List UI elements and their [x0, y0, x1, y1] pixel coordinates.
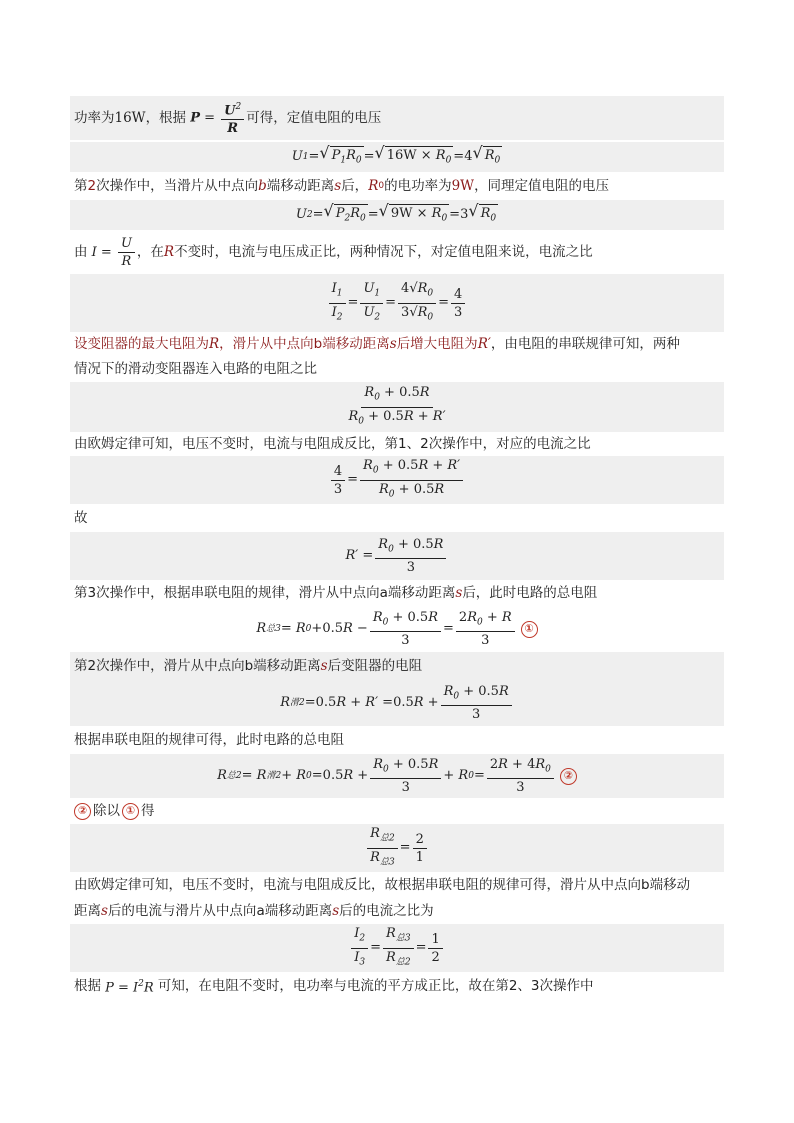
text: 0 — [378, 181, 385, 191]
text-line-17 — [70, 726, 724, 754]
text: ，根据 — [145, 110, 187, 126]
text: 由欧姆定律可知，电压不变时，电流与电阻成反比，故根据串联电阻的规律可得，滑片从中点向 — [74, 877, 641, 893]
text: R′ — [477, 336, 491, 352]
text: 距离 — [74, 903, 101, 919]
equation-u1: U 1 = √ $P_1R_0$ = √ $16W \times R_0$ = 4 √ $R_0$ — [70, 142, 724, 172]
text-line-7 — [70, 332, 724, 382]
circle-two-mark: ② — [560, 768, 577, 785]
text: 次操作中，当滑片从中点向 — [96, 178, 259, 194]
text: 2、3 — [508, 978, 540, 994]
text-line-9 — [70, 432, 724, 456]
equation-resistance-ratio: $\frac{R_0 + 0.5R}{R_0 + 0.5R + R'}$ — [70, 382, 724, 432]
text: 可得，定值电阻的电压 — [246, 110, 382, 126]
text: 后变阻器的电阻 — [327, 658, 423, 674]
equation-total-r2: R 总2 = R 滑2 + R 0 = 0.5 R + $\frac{R_0 + 0.5R}{3}$ + R 0 = $\frac{2R + 4R_0}{3}$ ② — [70, 754, 724, 798]
text: 故 — [74, 510, 88, 526]
text: s — [455, 585, 463, 601]
circle-two-mark: ② — [74, 803, 91, 820]
equation-r-prime: R′ = $\frac{R_0 + 0.5R}{3}$ — [70, 532, 724, 580]
text: 后的电流与滑片从中点向 — [107, 903, 257, 919]
text: 的电功率为 — [384, 178, 452, 194]
text-line-15 — [70, 652, 724, 680]
text: 情况下的滑动变阻器连入电路的电阻之比 — [74, 361, 317, 377]
text: 功率为 — [74, 110, 115, 126]
text: 端移动 — [649, 877, 691, 893]
text-line-23 — [70, 972, 724, 1000]
text: ，滑片从中点向 — [219, 336, 314, 352]
text-line-21 — [70, 872, 724, 924]
text: 次操作中，对应的电流之比 — [428, 436, 591, 452]
text: 2 — [87, 658, 97, 674]
text: 1、2 — [398, 436, 429, 452]
text: b — [641, 877, 650, 893]
text: 后的电流之比为 — [339, 903, 434, 919]
text: s — [332, 903, 340, 919]
equation-total-r3: R 总3 = R 0 + 0.5 R − $\frac{R_0 + 0.5R}{3}$ = $\frac{2R_0 + R}{3}$ ① — [70, 606, 724, 652]
text: 第 — [74, 585, 88, 601]
text: 后， — [341, 178, 369, 194]
text: 次操作中，滑片从中点向 — [96, 658, 245, 674]
equation-current-ratio: $\frac{I_1}{I_2}$ = $\frac{U_1}{U_2}$ = $\frac{4√R_0}{3√R_0}$ = $\frac{4}{3}$ — [70, 274, 724, 332]
text-line-1 — [70, 96, 724, 140]
text: 端移动距离 — [253, 658, 321, 674]
equation-u2: U 2 = √ $P_2R_0$ = √ $9W \times R_0$ = 3 √ $R_0$ — [70, 200, 724, 230]
text: a — [256, 903, 265, 919]
text: b — [258, 178, 267, 194]
equation-slider-r2: R 滑2 = 0.5 R + R′ = 0.5 R + $\frac{R_0 + 0.5R}{3}$ — [70, 680, 724, 726]
text: 端移动距离 — [266, 178, 335, 194]
text: 可知，在电阻不变时，电功率与电流的平方成正比，故在第 — [157, 978, 509, 994]
text-line-11 — [70, 504, 724, 532]
text: 根据 — [74, 978, 101, 994]
text: ，同理定值电阻的电压 — [474, 178, 610, 194]
text: R — [163, 244, 175, 260]
text: 得 — [141, 803, 155, 819]
text: b — [244, 658, 254, 674]
text: 根据串联电阻的规律可得，此时电路的总电阻 — [74, 732, 344, 748]
circle-one-mark: ① — [521, 621, 538, 638]
text: ，在 — [136, 244, 164, 260]
text-line-5 — [70, 230, 724, 274]
text: 端移动距离 — [387, 585, 456, 601]
text: 由 — [74, 244, 88, 260]
text-line-19 — [70, 798, 724, 824]
text: 第 — [74, 658, 88, 674]
equation-ratio-two: $\frac{R_{总2}}{R_{总3}}$ = $\frac{2}{1}$ — [70, 824, 724, 872]
text: 2 — [87, 178, 97, 194]
text: 9W — [451, 178, 475, 194]
text: 后增大电阻为 — [396, 336, 478, 352]
text: 端移动距离 — [322, 336, 390, 352]
formula-power: P = $\frac{U^2}{R}$ — [186, 99, 246, 137]
text: 除以 — [93, 803, 120, 819]
text: s — [389, 336, 397, 352]
text: ，由电阻的串联规律可知，两种 — [490, 336, 680, 352]
circle-one-mark: ① — [122, 803, 139, 820]
text: 次操作中，根据串联电阻的规律，滑片从中点向 — [96, 585, 380, 601]
text: 次操作中 — [539, 978, 594, 994]
text: s — [101, 903, 108, 919]
text: s — [320, 658, 328, 674]
text: 端移动距离 — [264, 903, 333, 919]
formula-ohm: I = $\frac{U}{R}$ — [88, 235, 137, 270]
text: 设变阻器的最大电阻为 — [74, 336, 209, 352]
text-line-13 — [70, 580, 724, 606]
power-value: 16W — [114, 110, 146, 126]
text: 第 — [74, 178, 88, 194]
text: 3 — [87, 585, 97, 601]
equation-four-thirds: $\frac{4}{3}$ = $\frac{R_0 + 0.5R + R'}{R_0 + 0.5R}$ — [70, 456, 724, 504]
text: 由欧姆定律可知，电压不变时，电流与电阻成反比，第 — [74, 436, 398, 452]
text: a — [379, 585, 388, 601]
text: R — [209, 336, 220, 352]
solution-document — [70, 96, 724, 1000]
text: b — [313, 336, 323, 352]
text-line-3 — [70, 172, 724, 200]
formula-power-current: $P = I^2R$ — [101, 978, 158, 996]
text: 后，此时电路的总电阻 — [462, 585, 598, 601]
text: R — [368, 178, 379, 194]
text: 不变时，电流与电压成正比，两种情况下，对定值电阻来说，电流之比 — [174, 244, 593, 260]
equation-i2-i3: $\frac{I_2}{I_3}$ = $\frac{R_{总3}}{R_{总2}}$ = $\frac{1}{2}$ — [70, 924, 724, 972]
text: s — [334, 178, 342, 194]
